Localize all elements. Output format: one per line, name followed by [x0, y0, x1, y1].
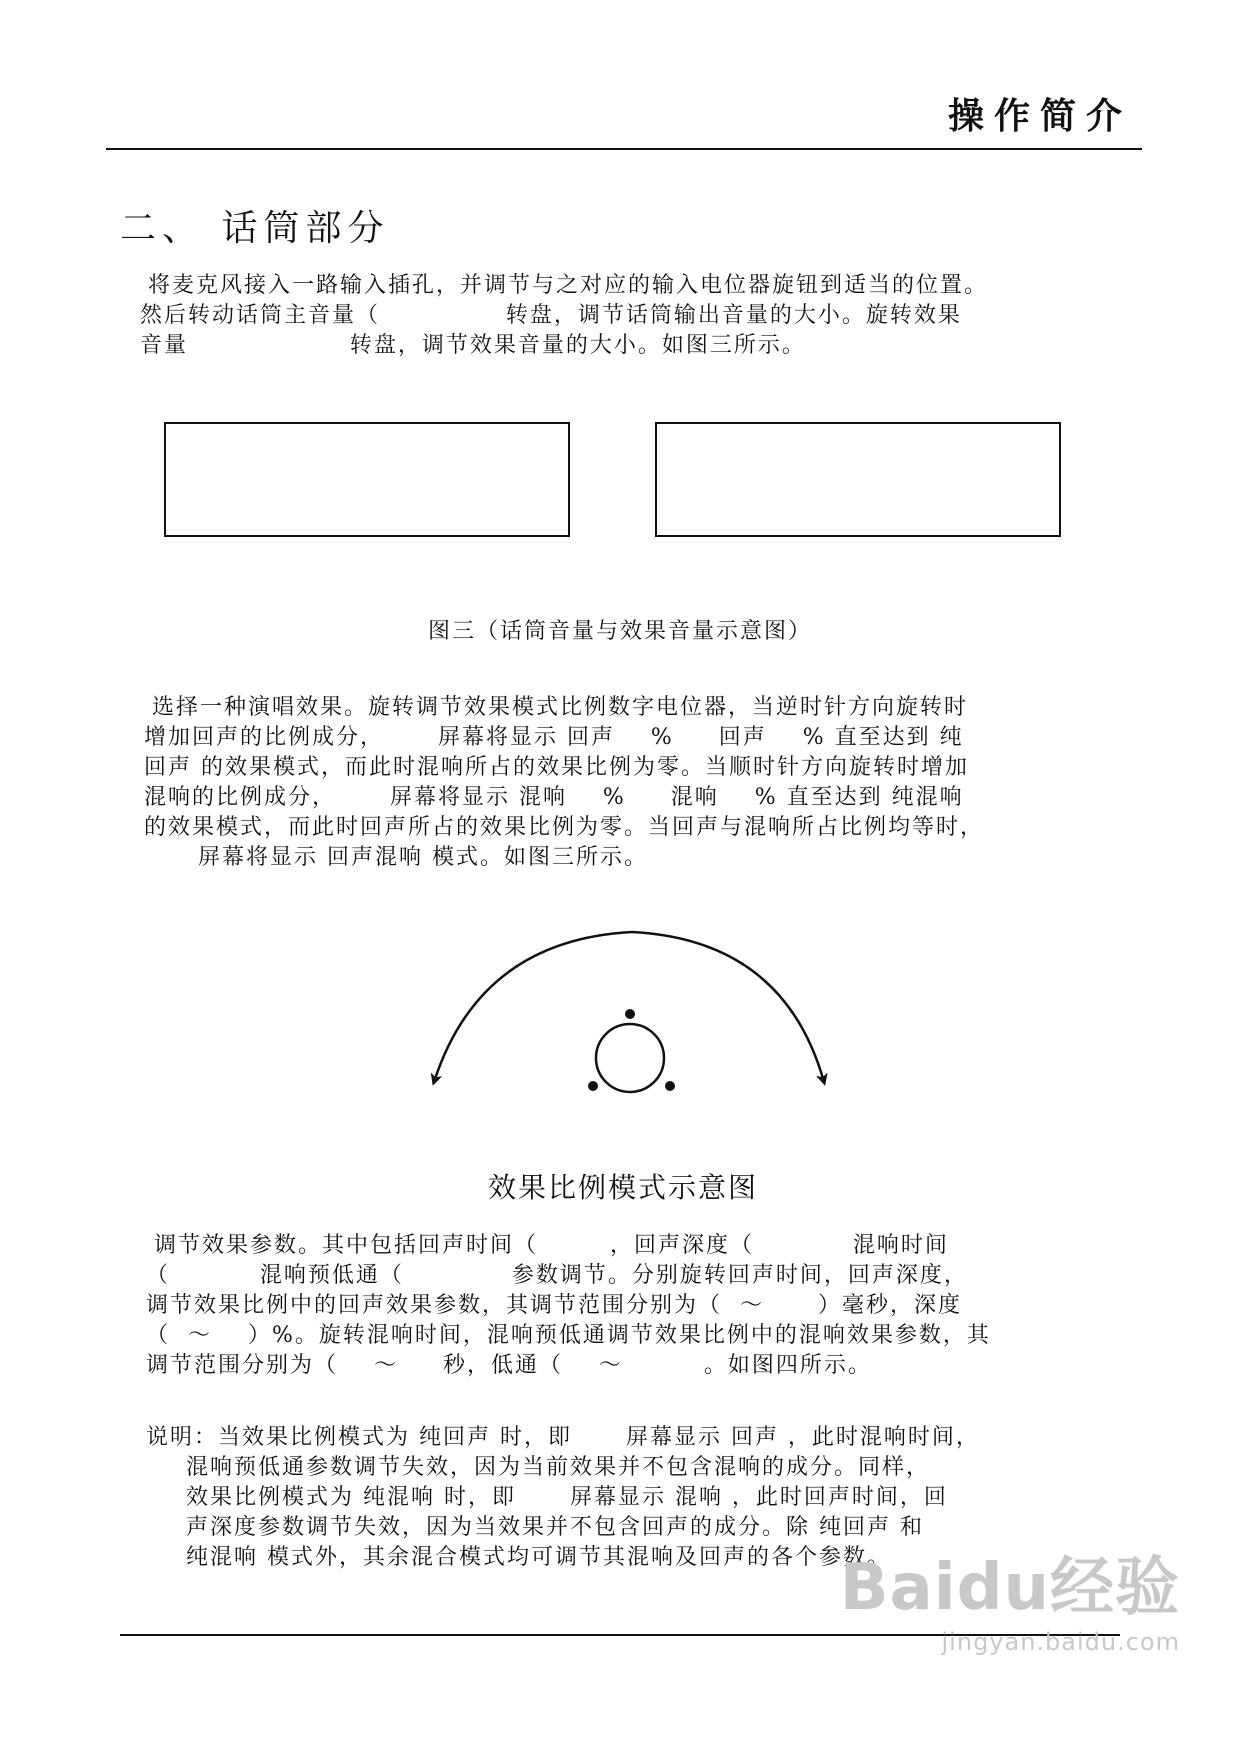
para1-line-3: 音量 转盘，调节效果音量的大小。如图三所示。 — [140, 333, 806, 358]
para2-line-6: 屏幕将显示 回声混响 模式。如图三所示。 — [144, 845, 648, 870]
knob-left-dot — [588, 1081, 598, 1091]
counterclockwise-arrow — [434, 932, 632, 1082]
effect-mode-caption: 效果比例模式示意图 — [488, 1171, 759, 1204]
para2-line-1: 选择一种演唱效果。旋转调节效果模式比例数字电位器，当逆时针方向旋转时 — [152, 695, 969, 720]
para3-line-5: 调节范围分别为（ ～ 秒，低通（ ～ 。如图四所示。 — [146, 1353, 872, 1378]
note-line-1: 说明：当效果比例模式为 纯回声 时，即 屏幕显示 回声 ，此时混响时间， — [146, 1425, 980, 1450]
page-header-title: 操作简介 — [947, 96, 1132, 137]
figure3-caption: 图三（话筒音量与效果音量示意图） — [428, 619, 813, 644]
effect-ratio-mode-diagram — [420, 920, 840, 1120]
para3-line-2: （ 混响预低通（ 参数调节。分别旋转回声时间，回声深度， — [146, 1263, 968, 1288]
section-title: 二、 话筒部分 — [120, 208, 390, 249]
para2-line-3: 回声 的效果模式，而此时混响所占的效果比例为零。当顺时针方向旋转时增加 — [144, 755, 969, 780]
para1-line-1: 将麦克风接入一路输入插孔，并调节与之对应的输入电位器旋钮到适当的位置。 — [148, 273, 989, 298]
para3-line-4: （ ～ ）%。旋转混响时间，混响预低通调节效果比例中的混响效果参数，其 — [146, 1323, 991, 1348]
clockwise-arrow — [632, 932, 824, 1082]
para1-line-2: 然后转动话筒主音量（ 转盘，调节话筒输出音量的大小。旋转效果 — [140, 303, 962, 328]
para2-line-2: 增加回声的比例成分， 屏幕将显示 回声 % 回声 % 直至达到 纯 — [144, 725, 964, 750]
para3-line-3: 调节效果比例中的回声效果参数，其调节范围分别为（ ～ ）毫秒，深度 — [146, 1293, 962, 1318]
mic-volume-figure-box — [164, 422, 570, 537]
knob-top-dot — [625, 1009, 635, 1019]
header-rule — [106, 148, 1142, 150]
watermark-url: jingyan.baidu.com — [941, 1628, 1180, 1656]
watermark-logo-text: Baidu经验 — [839, 1551, 1180, 1625]
baidu-watermark — [840, 1536, 1180, 1656]
para2-line-4: 混响的比例成分， 屏幕将显示 混响 % 混响 % 直至达到 纯混响 — [144, 785, 964, 810]
note-line-5: 纯混响 模式外，其余混合模式均可调节其混响及回声的各个参数。 — [186, 1545, 891, 1570]
para3-line-1: 调节效果参数。其中包括回声时间（ ，回声深度（ 混响时间 — [154, 1233, 949, 1258]
note-line-2: 混响预低通参数调节失效，因为当前效果并不包含混响的成分。同样， — [186, 1455, 931, 1480]
note-line-3: 效果比例模式为 纯混响 时，即 屏幕显示 混响 ，此时回声时间，回 — [186, 1485, 948, 1510]
para2-line-5: 的效果模式，而此时回声所占的效果比例为零。当回声与混响所占比例均等时， — [144, 815, 985, 840]
knob-right-dot — [665, 1081, 675, 1091]
effect-volume-figure-box — [655, 422, 1061, 537]
note-line-4: 声深度参数调节失效，因为当效果并不包含回声的成分。除 纯回声 和 — [186, 1515, 924, 1540]
knob-circle — [596, 1024, 664, 1092]
